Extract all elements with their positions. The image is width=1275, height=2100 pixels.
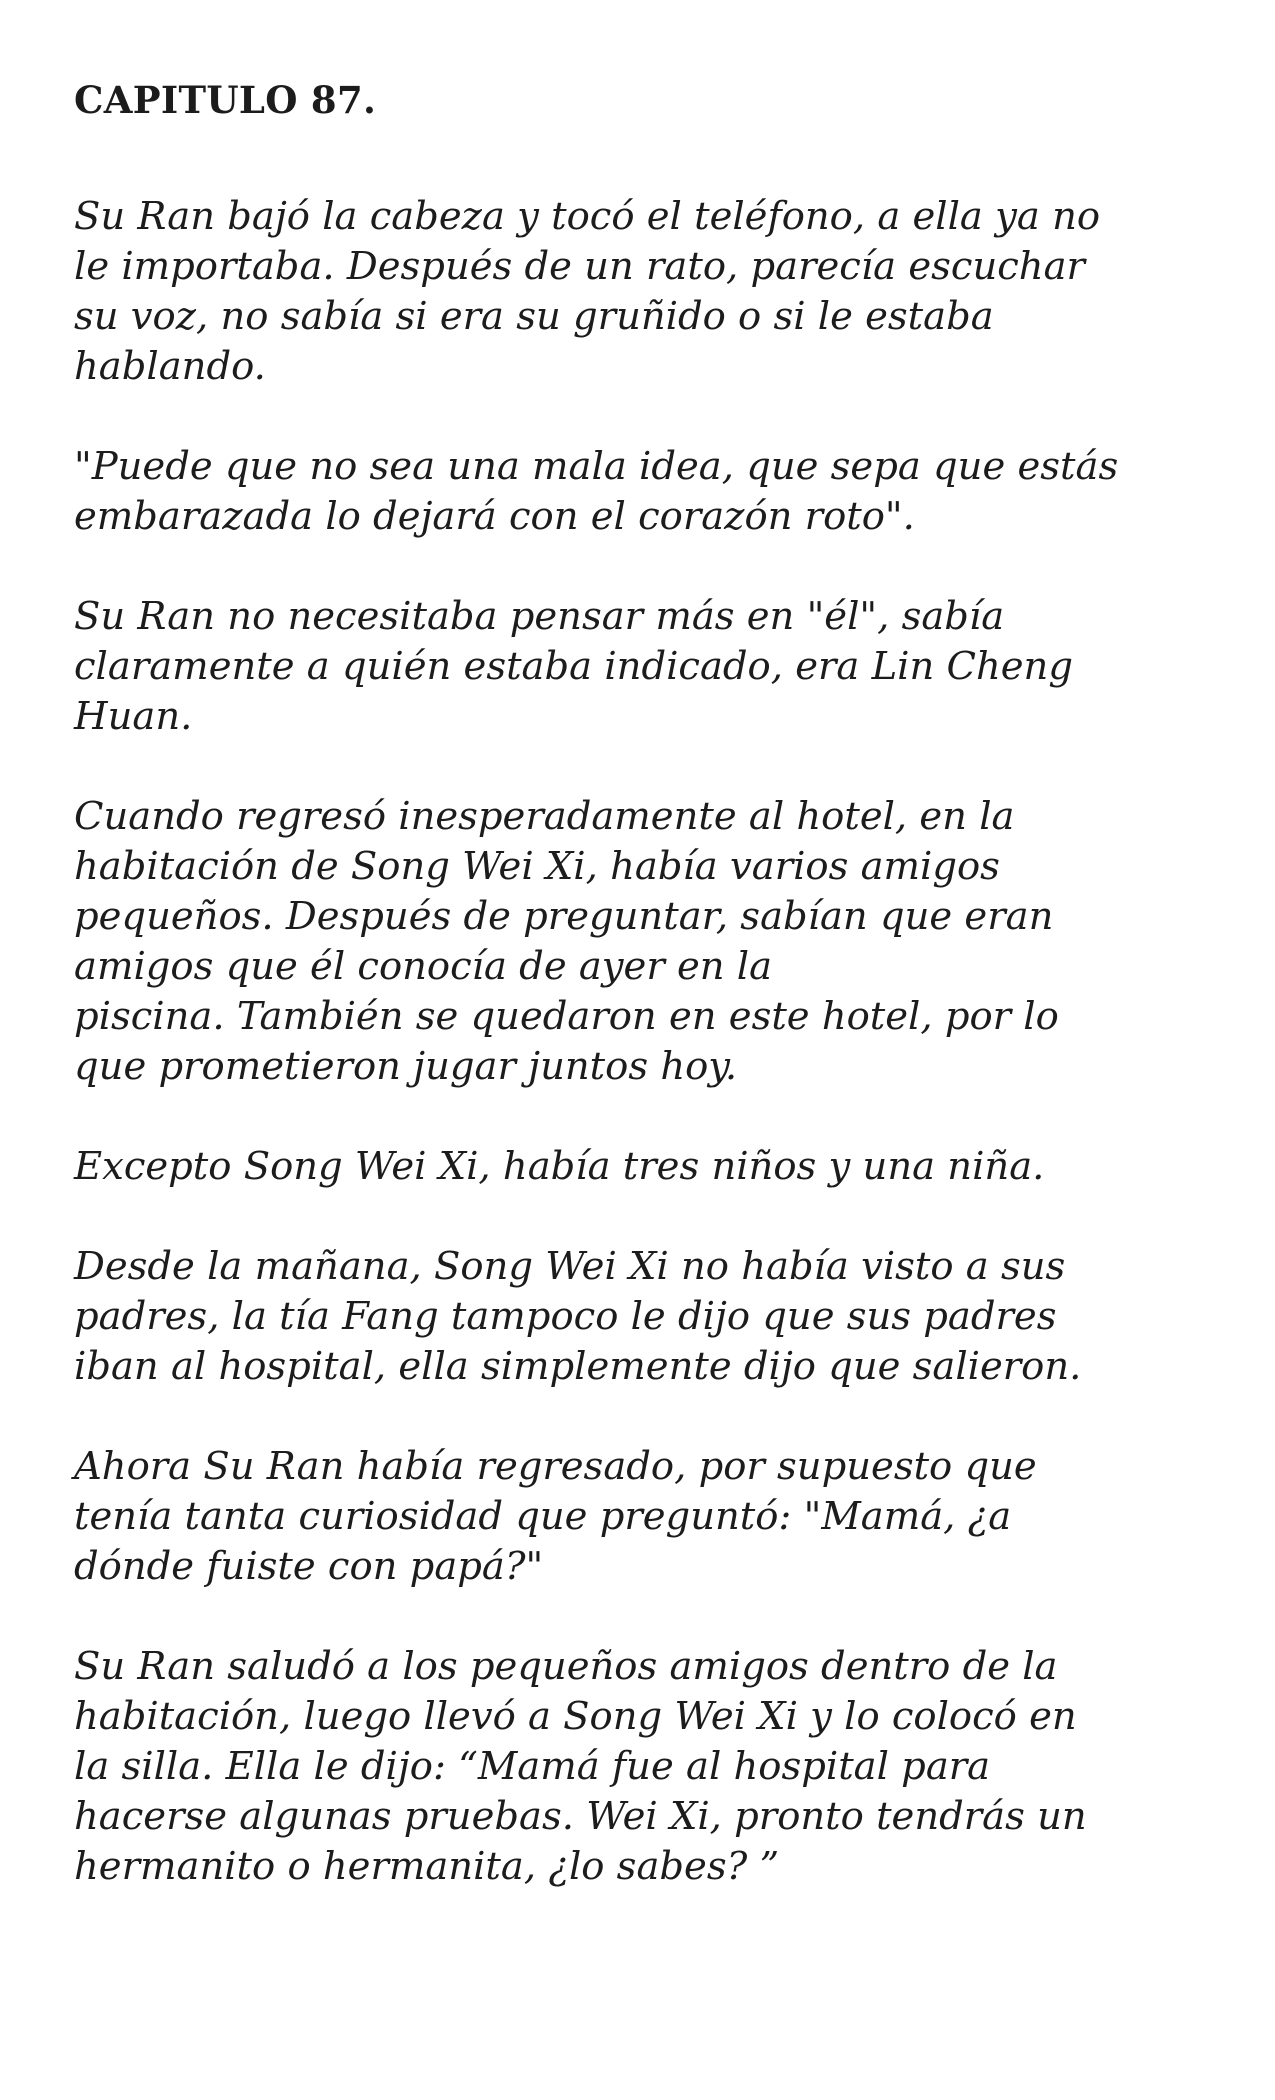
text-line: hermanito o hermanita, ¿lo sabes? ” bbox=[74, 1844, 780, 1889]
text-line: Ahora Su Ran había regresado, por supuesto que bbox=[74, 1444, 1037, 1489]
text-line: padres, la tía Fang tampoco le dijo que sus padres bbox=[74, 1294, 1057, 1339]
paragraph bbox=[74, 1142, 1215, 1192]
text-line: iban al hospital, ella simplemente dijo que salieron. bbox=[74, 1344, 1082, 1389]
text-line: Su Ran bajó la cabeza y tocó el teléfono, a ella ya no bbox=[74, 194, 1101, 239]
text-line: piscina. También se quedaron en este hotel, por lo bbox=[74, 994, 1059, 1039]
text-line: Huan. bbox=[74, 694, 193, 739]
text-line: que prometieron jugar juntos hoy. bbox=[74, 1044, 738, 1089]
text-line: le importaba. Después de un rato, parecía escuchar bbox=[74, 244, 1085, 289]
paragraph bbox=[74, 192, 1215, 392]
paragraph bbox=[74, 442, 1215, 542]
text-line: hablando. bbox=[74, 344, 266, 389]
paragraph bbox=[74, 792, 1215, 1092]
text-line: Su Ran saludó a los pequeños amigos dentro de la bbox=[74, 1644, 1058, 1689]
paragraph bbox=[74, 1442, 1215, 1592]
text-line: amigos que él conocía de ayer en la bbox=[74, 944, 773, 989]
chapter-title: CAPITULO 87. bbox=[74, 78, 377, 122]
paragraph bbox=[74, 592, 1215, 742]
text-line: habitación de Song Wei Xi, había varios amigos bbox=[74, 844, 1000, 889]
text-line: la silla. Ella le dijo: “Mamá fue al hospital para bbox=[74, 1744, 991, 1789]
text-line: Su Ran no necesitaba pensar más en "él", sabía bbox=[74, 594, 1005, 639]
text-line: claramente a quién estaba indicado, era Lin Cheng bbox=[74, 644, 1073, 689]
text-line: Excepto Song Wei Xi, había tres niños y una niña. bbox=[74, 1144, 1045, 1189]
chapter-body bbox=[74, 192, 1215, 1892]
text-line: habitación, luego llevó a Song Wei Xi y lo colocó en bbox=[74, 1694, 1077, 1739]
text-line: pequeños. Después de preguntar, sabían que eran bbox=[74, 894, 1054, 939]
text-line: Desde la mañana, Song Wei Xi no había visto a sus bbox=[74, 1244, 1066, 1289]
paragraph bbox=[74, 1242, 1215, 1392]
text-line: dónde fuiste con papá?" bbox=[74, 1544, 544, 1589]
text-line: Cuando regresó inesperadamente al hotel, en la bbox=[74, 794, 1015, 839]
text-line: hacerse algunas pruebas. Wei Xi, pronto tendrás un bbox=[74, 1794, 1087, 1839]
paragraph bbox=[74, 1642, 1215, 1892]
text-line: tenía tanta curiosidad que preguntó: "Mamá, ¿a bbox=[74, 1494, 1012, 1539]
text-line: "Puede que no sea una mala idea, que sepa que estás bbox=[74, 444, 1119, 489]
text-line: su voz, no sabía si era su gruñido o si le estaba bbox=[74, 294, 994, 339]
text-line: embarazada lo dejará con el corazón roto". bbox=[74, 494, 915, 539]
